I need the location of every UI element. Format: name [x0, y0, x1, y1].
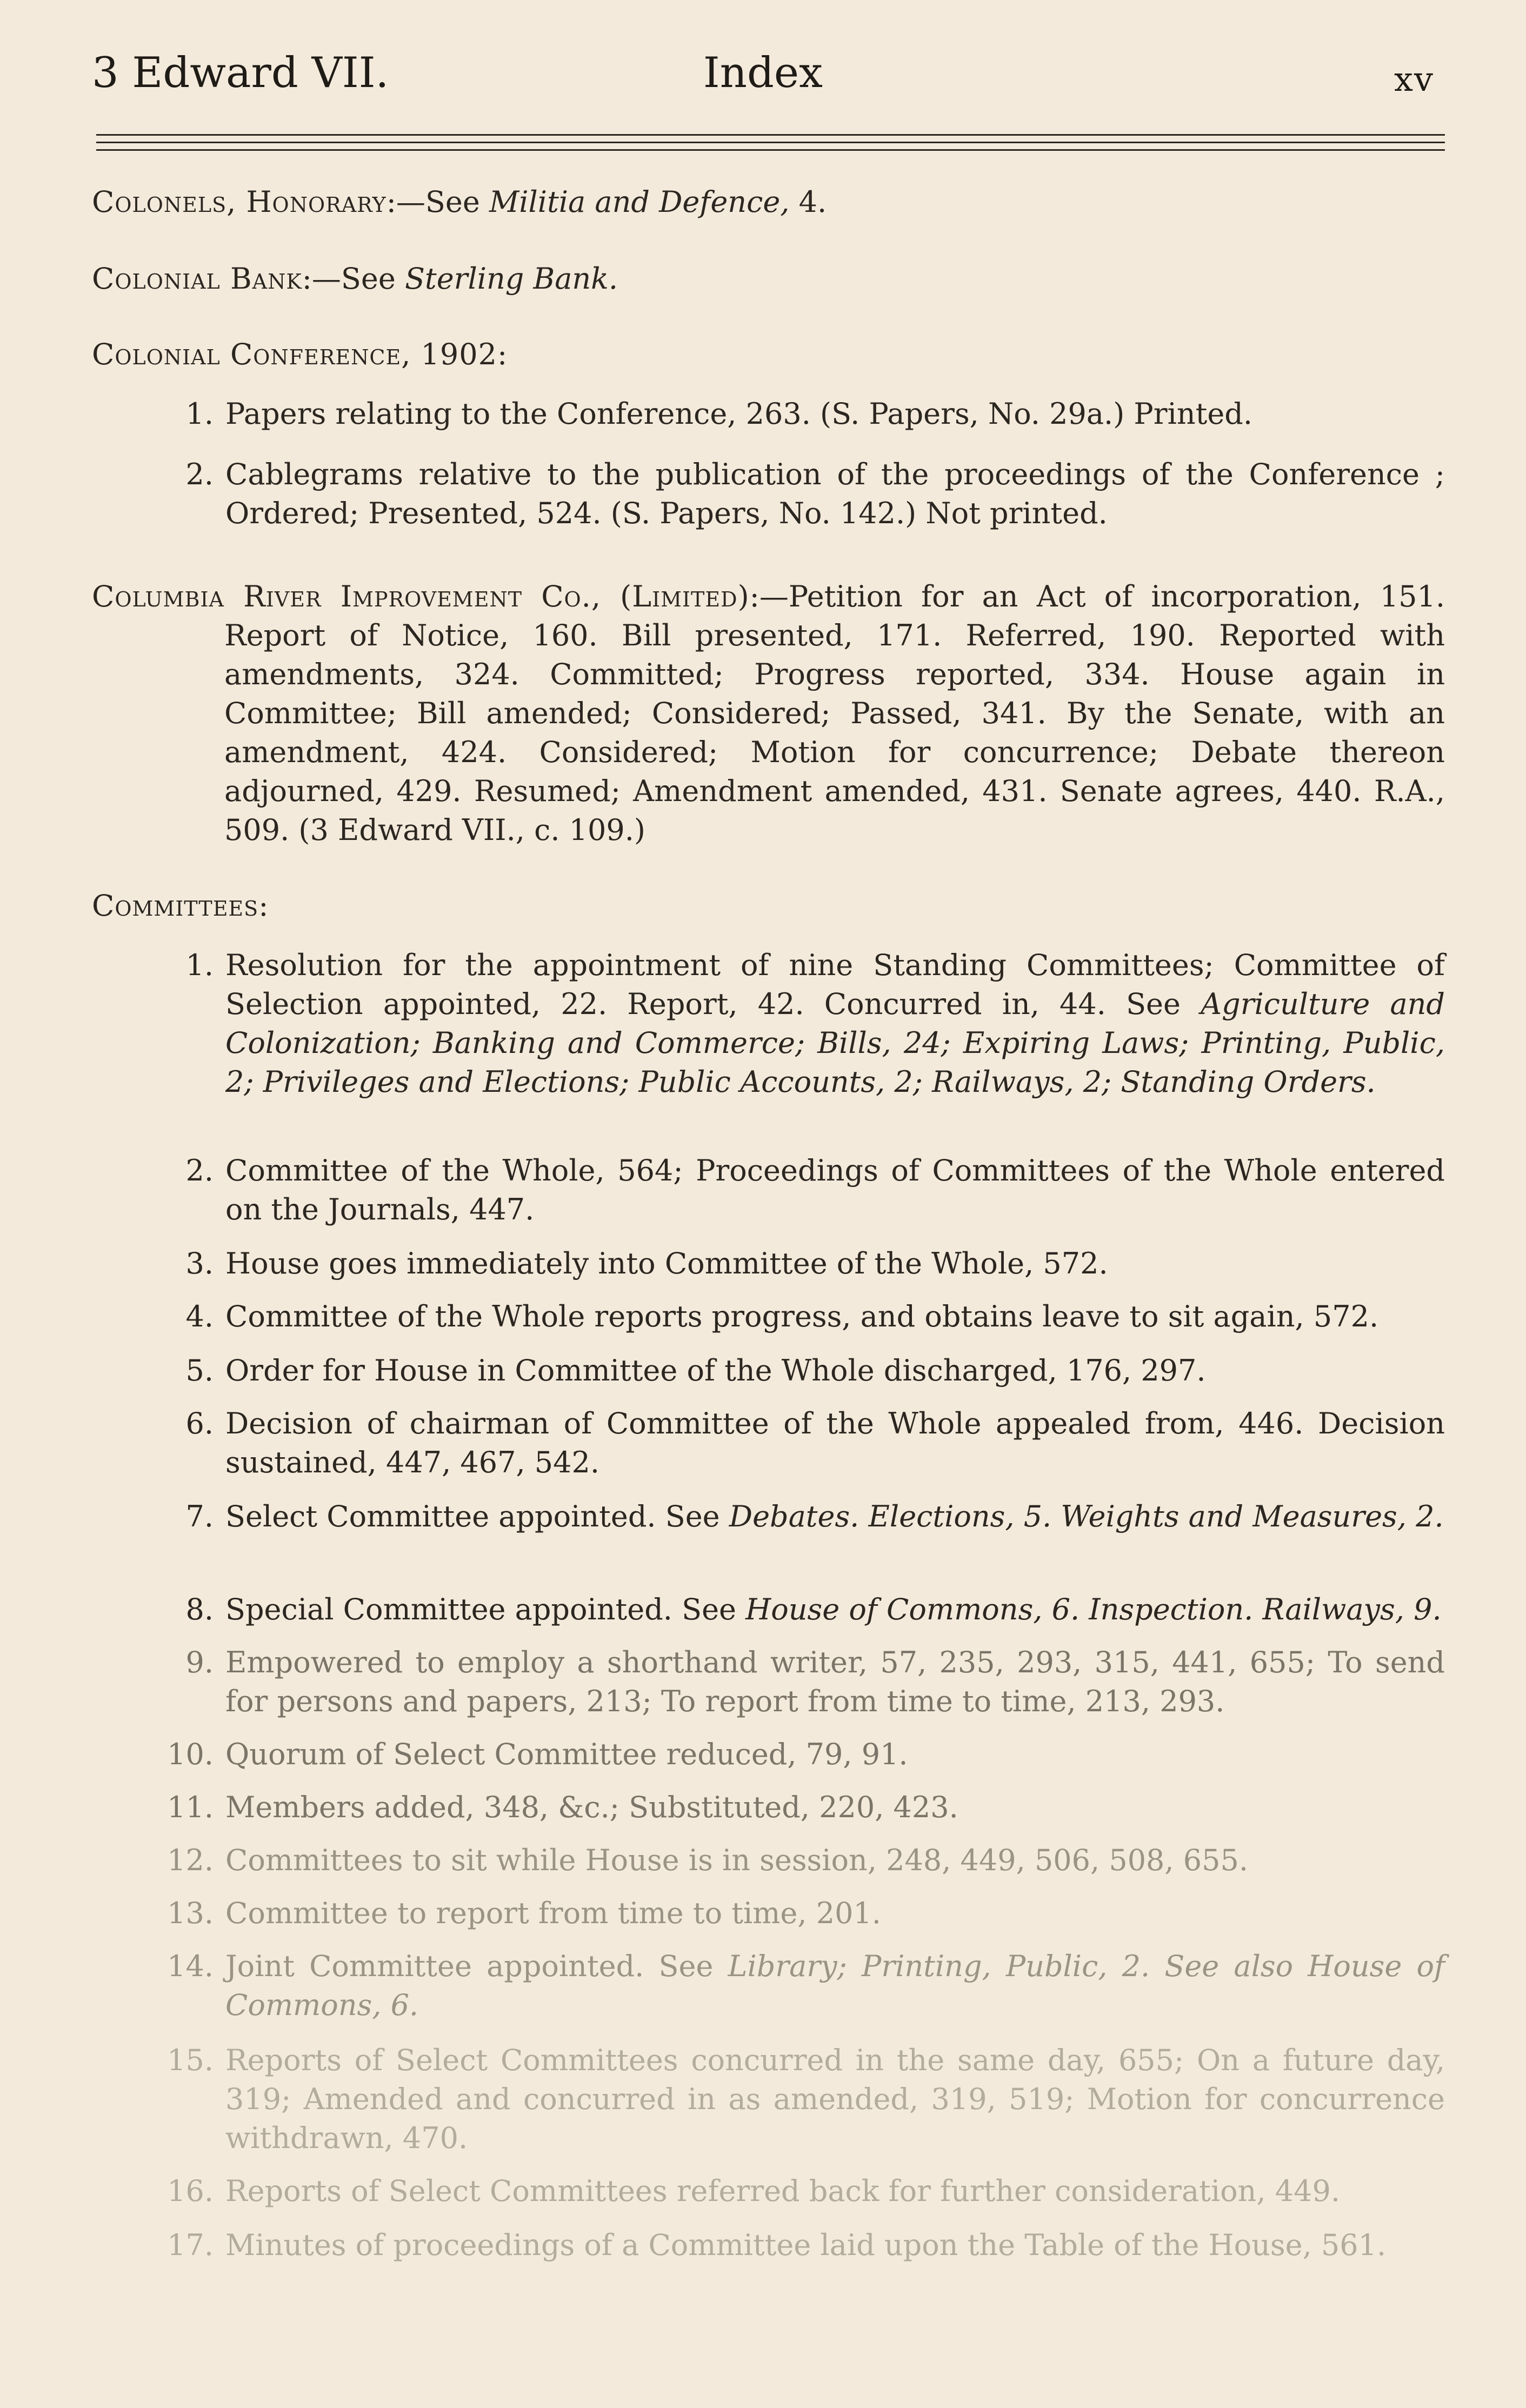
committee-item-13 — [127, 1894, 1445, 1933]
committee-item-16 — [127, 2172, 1445, 2211]
item-number: 9. — [185, 1645, 214, 1679]
item-text: Committee of the Whole reports progress, and obtains leave to sit again, 572. — [225, 1299, 1379, 1333]
item-text: Members added, 348, &c.; Substituted, 220, 423. — [225, 1790, 958, 1824]
item-number: 1. — [185, 397, 214, 431]
entry-heading: Columbia River Improvement Co., (Limited) — [92, 579, 750, 613]
item-text: Special Committee appointed. See — [225, 1592, 736, 1626]
item-text: Committees to sit while House is in session, 248, 449, 506, 508, 655. — [225, 1843, 1248, 1877]
entry-heading: Colonial Bank — [92, 262, 302, 296]
item-number: 10. — [167, 1737, 214, 1771]
conference-item-1 — [127, 395, 1445, 433]
item-number: 4. — [185, 1299, 214, 1333]
entry-crossref: Militia and Defence, — [489, 185, 790, 219]
committee-item-2 — [127, 1151, 1445, 1229]
header-regnal-year: 3 Edward VII. — [92, 49, 389, 97]
item-text: Cablegrams relative to the publication of the proceedings of the Conference ; Ordered; Presented, 524. (S. Papers, No. 142.) Not printed. — [225, 457, 1445, 530]
committee-item-11 — [127, 1788, 1445, 1827]
item-number: 13. — [167, 1896, 214, 1930]
entry-text: :—Petition for an Act of incorporation, 151. Report of Notice, 160. Bill presented, 171. Referred, 190. Reported with amendments, 324. Committed; Progress reported, 334. House again in Committee; Bill amended; Considered; Passed, 341. By the Senate, with an amendment, 424. Considered; Motion for concurrence; Debate thereon adjourned, 429. Resumed; Amendment amended, 431. Senate agrees, 440. R.A., 509. (3 Edward VII., c. 109.) — [224, 579, 1445, 847]
conference-item-2 — [127, 455, 1445, 533]
item-number: 12. — [167, 1843, 214, 1877]
entry-heading: Colonial Conference, 1902: — [92, 337, 508, 371]
item-number: 7. — [185, 1499, 214, 1533]
entry-crossref: Sterling Bank. — [405, 262, 618, 296]
item-text: Reports of Select Committees concurred in the same day, 655; On a future day, 319; Amended and concurred in as amended, 319, 519; Motion for concurrence withdrawn, 470. — [225, 2043, 1445, 2155]
item-crossref: Agriculture and Colonization; Banking and Commerce; Bills, 24; Expiring Laws; Printing, Public, 2; Privileges and Elections; Public Accounts, 2; Railways, 2; Standing Orders. — [225, 987, 1445, 1099]
item-number: 6. — [185, 1406, 214, 1440]
entry-heading: Committees: — [92, 889, 269, 923]
header-page-number: xv — [1394, 59, 1434, 99]
committee-item-15 — [127, 2041, 1445, 2158]
item-text: Decision of chairman of Committee of the Whole appealed from, 446. Decision sustained, 447, 467, 542. — [225, 1406, 1445, 1479]
item-text: Committee of the Whole, 564; Proceedings of Committees of the Whole entered on the Journals, 447. — [225, 1153, 1445, 1226]
item-crossref: Debates. Elections, 5. Weights and Measures, 2. — [729, 1499, 1444, 1533]
entry-page: 4. — [798, 185, 827, 219]
item-text: Papers relating to the Conference, 263. (S. Papers, No. 29a.) Printed. — [225, 397, 1253, 431]
item-text: Joint Committee appointed. See — [225, 1949, 714, 1983]
item-number: 14. — [167, 1949, 214, 1983]
item-number: 16. — [167, 2174, 214, 2208]
item-text: Quorum of Select Committee reduced, 79, 91. — [225, 1737, 908, 1771]
committee-item-12 — [127, 1841, 1445, 1880]
committee-item-4 — [127, 1297, 1445, 1336]
committee-item-10 — [127, 1735, 1445, 1774]
committee-item-1 — [127, 946, 1445, 1102]
entry-colonial-bank — [92, 259, 1445, 298]
committee-item-8 — [127, 1590, 1445, 1629]
item-text: House goes immediately into Committee of the Whole, 572. — [225, 1246, 1108, 1280]
entry-text: :—See — [302, 262, 396, 296]
committee-item-6 — [127, 1404, 1445, 1482]
item-text: Order for House in Committee of the Whole discharged, 176, 297. — [225, 1353, 1206, 1388]
committee-item-5 — [127, 1351, 1445, 1390]
item-number: 2. — [185, 1153, 214, 1188]
item-number: 3. — [185, 1246, 214, 1280]
committee-item-3 — [127, 1244, 1445, 1283]
item-text: Resolution for the appointment of nine Standing Committees; Committee of Selection appointed, 22. Report, 42. Concurred in, 44. See — [225, 948, 1445, 1021]
item-crossref: House of Commons, 6. Inspection. Railways, 9. — [745, 1592, 1442, 1626]
entry-heading: Colonels, Honorary — [92, 185, 387, 219]
item-number: 2. — [185, 457, 214, 491]
item-text: Select Committee appointed. See — [225, 1499, 720, 1533]
item-text: Minutes of proceedings of a Committee laid upon the Table of the House, 561. — [225, 2228, 1387, 2262]
item-number: 11. — [167, 1790, 214, 1824]
committee-item-17 — [127, 2226, 1445, 2265]
item-number: 1. — [185, 948, 214, 982]
entry-columbia-river — [92, 577, 1445, 850]
item-number: 17. — [167, 2228, 214, 2262]
item-crossref: Library; Printing, Public, 2. See also House of Commons, 6. — [225, 1949, 1445, 2022]
entry-committees — [92, 886, 1445, 925]
committee-item-9 — [127, 1643, 1445, 1721]
entry-colonels-honorary — [92, 183, 1445, 222]
item-text: Empowered to employ a shorthand writer, 57, 235, 293, 315, 441, 655; To send for persons and papers, 213; To report from time to time, 213, 293. — [225, 1645, 1445, 1718]
item-text: Reports of Select Committees referred back for further consideration, 449. — [225, 2174, 1340, 2208]
item-text: Committee to report from time to time, 201. — [225, 1896, 881, 1930]
item-number: 5. — [185, 1353, 214, 1388]
header-title: Index — [703, 49, 823, 97]
committee-item-7 — [127, 1497, 1445, 1536]
item-number: 15. — [167, 2043, 214, 2077]
entry-colonial-conference — [92, 335, 1445, 374]
entry-text: :—See — [386, 185, 480, 219]
committee-item-14 — [127, 1947, 1445, 2025]
item-number: 8. — [185, 1592, 214, 1626]
